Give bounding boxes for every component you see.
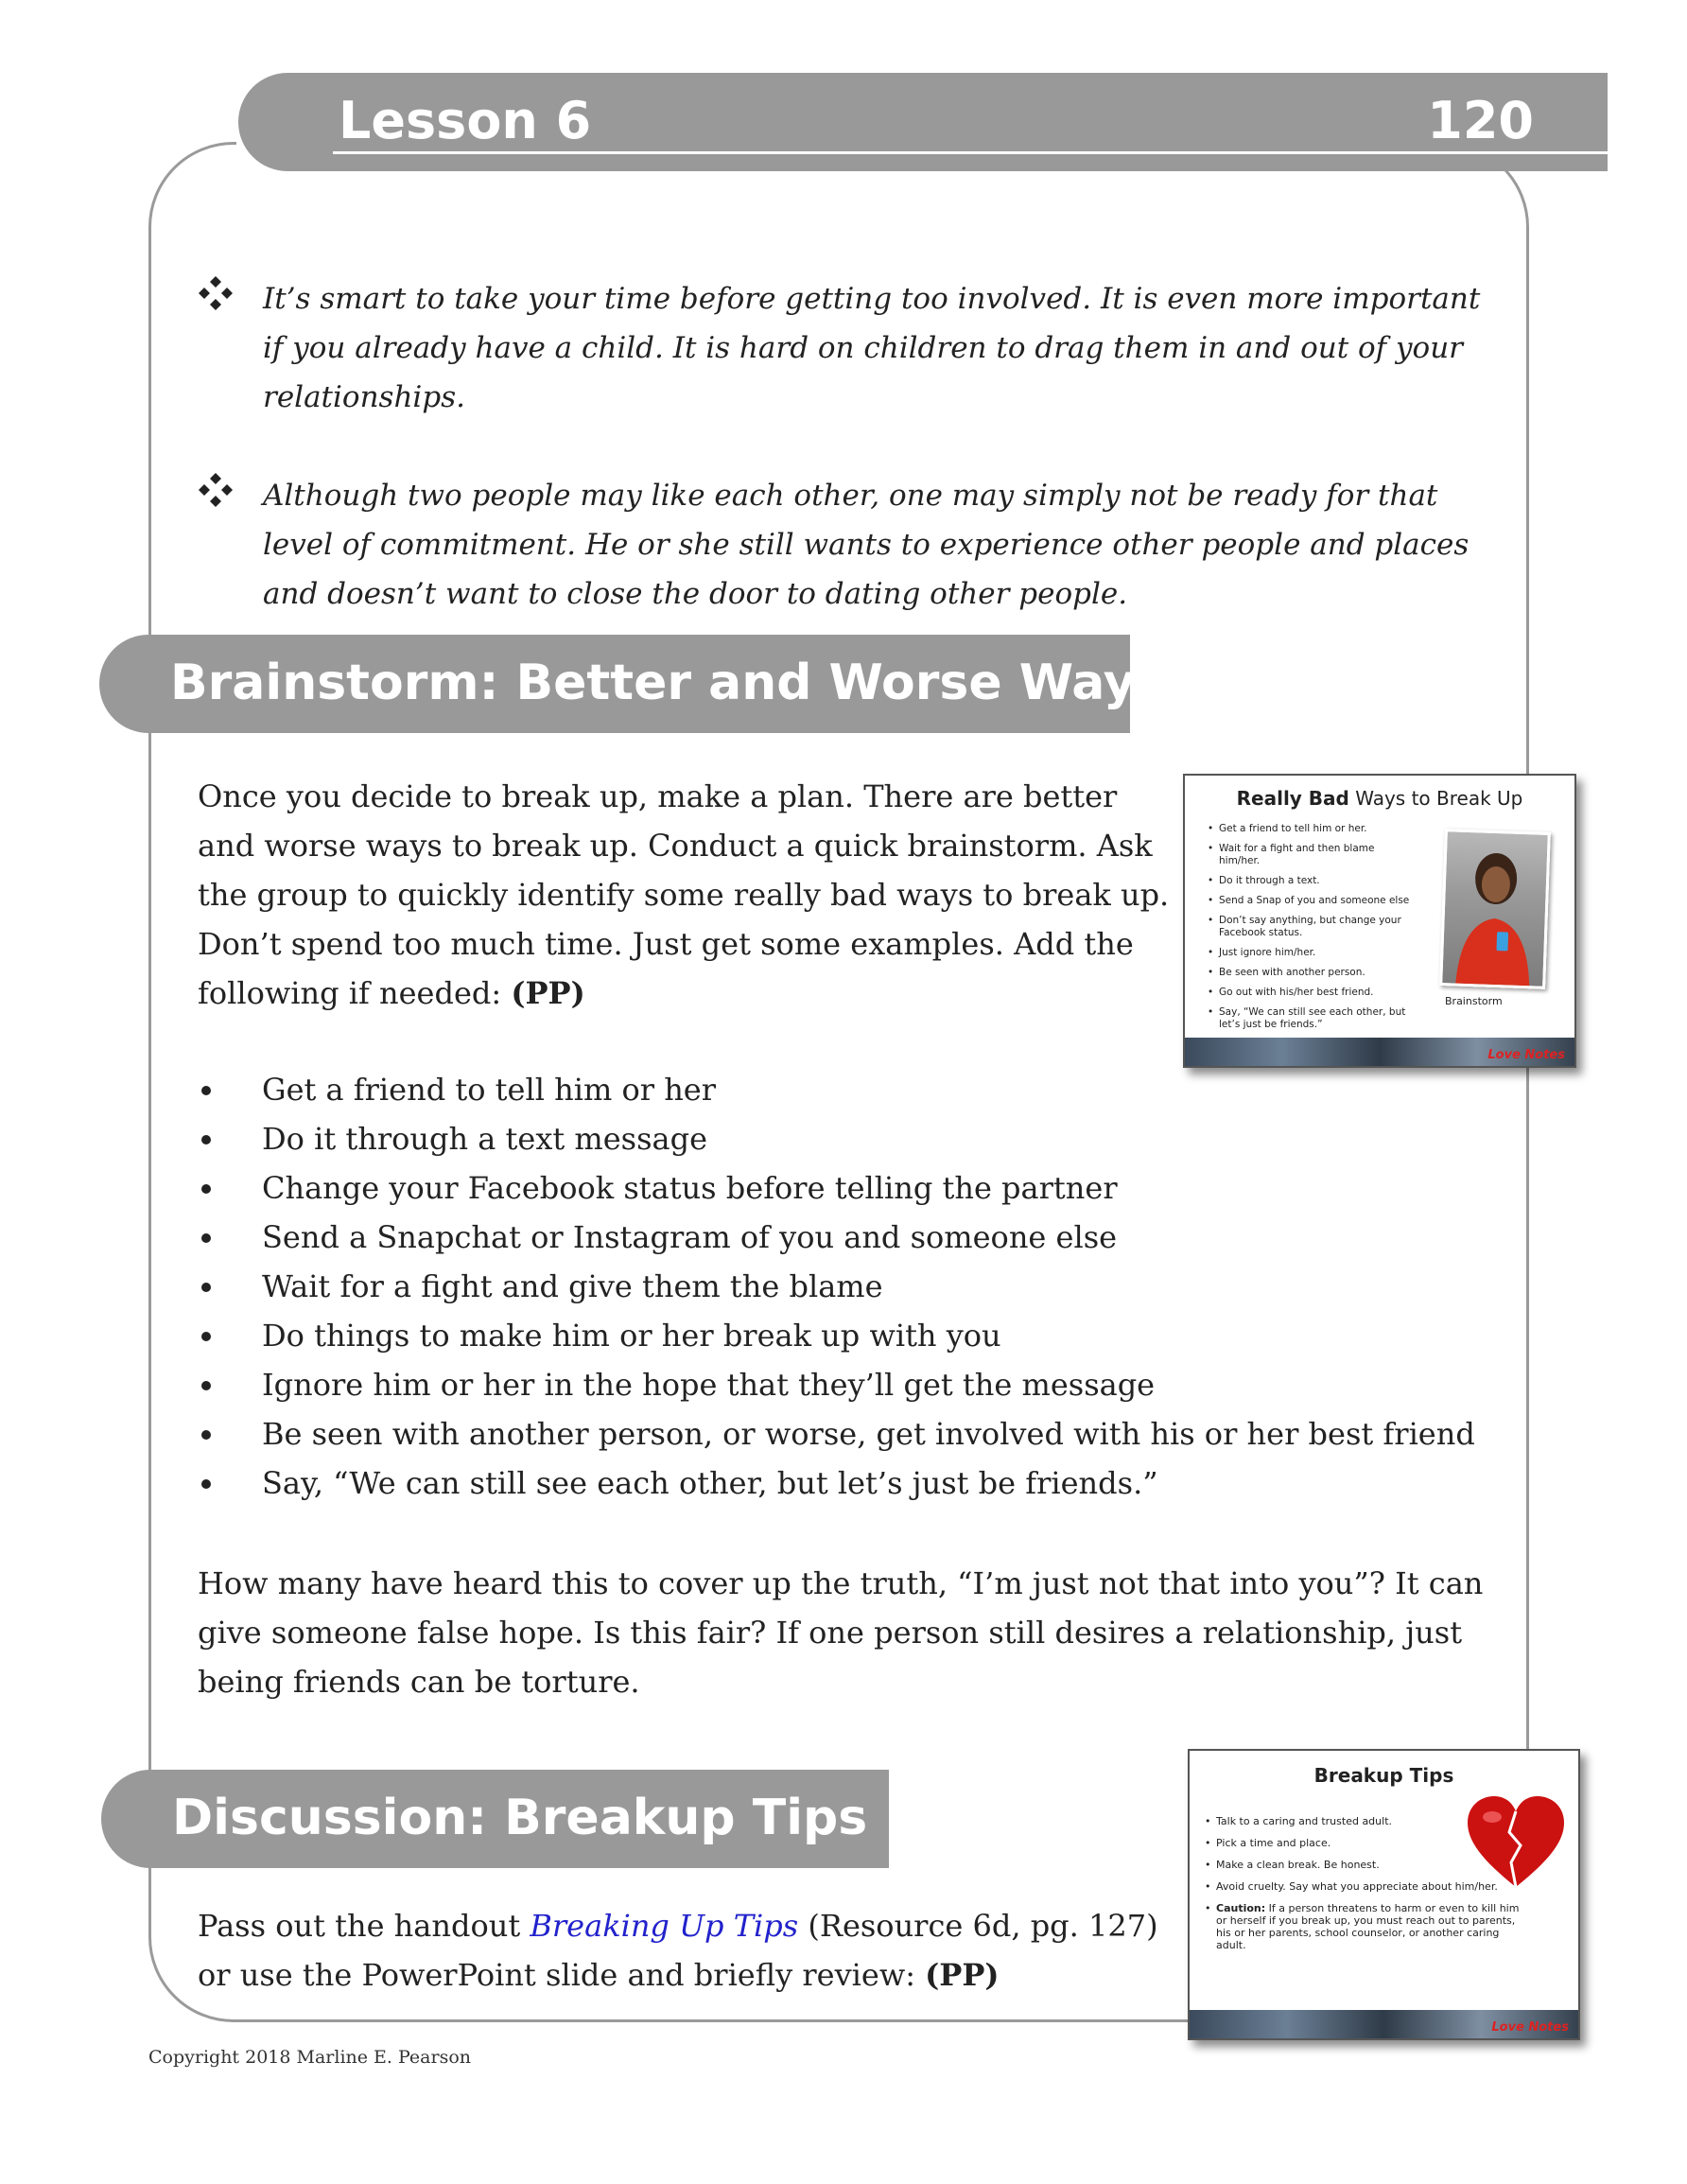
slide-caption: Brainstorm	[1445, 995, 1503, 1007]
slide-list-item: • Say, “We can still see each other, but let’s just be friends.”	[1204, 1006, 1417, 1031]
list-item	[198, 1065, 1522, 1114]
slide-title: Breakup Tips	[1313, 1764, 1454, 1787]
love-notes-logo: Love Notes	[1487, 1048, 1565, 1062]
slide-list-item: • Get a friend to tell him or her.	[1204, 823, 1417, 835]
bullet-dot	[201, 1479, 211, 1489]
slide-list-item: • Talk to a caring and trusted adult.	[1201, 1815, 1522, 1827]
list-item-text: Be seen with another person, or worse, get involved with his or her best friend	[262, 1416, 1475, 1452]
lesson-title: Lesson 6	[339, 91, 592, 150]
broken-heart-icon	[1464, 1792, 1568, 1896]
slide-list-item: • Be seen with another person.	[1204, 967, 1417, 979]
slide-list-item: • Avoid cruelty. Say what you appreciate about him/her.	[1201, 1880, 1522, 1893]
bullet-dot	[201, 1086, 211, 1095]
person-icon	[1442, 831, 1548, 987]
list-item-text: Ignore him or her in the hope that they’ll get the message	[262, 1367, 1156, 1403]
slide-list-item: • Don’t say anything, but change your Facebook status.	[1204, 915, 1417, 939]
intro-bullet-text: Although two people may like each other, one may simply not be ready for that level of commitment. He or she still wants to experience other people and places and doesn’t want to close the door to dating other people.	[263, 479, 1470, 611]
pp-marker: (PP)	[511, 975, 585, 1011]
handout-instructions	[198, 1901, 1191, 2000]
list-item	[198, 1213, 1522, 1262]
list-item-text: Get a friend to tell him or her	[262, 1072, 717, 1108]
caution-text: If a person threatens to harm or even to kill him or herself if you break up, you must reach out to parents, his or her parents, school counselor, or another caring adult.	[1216, 1902, 1520, 1951]
diamond-bullet-icon	[199, 276, 233, 310]
intro-bullet-text: It’s smart to take your time before getting too involved. It is even more important if you already have a child. It is hard on children to drag them in and out of your relationships.	[263, 282, 1481, 414]
list-item-text: Do it through a text message	[262, 1121, 708, 1157]
list-item-text: Do things to make him or her break up with you	[262, 1318, 1001, 1354]
bullet-dot	[201, 1332, 211, 1341]
page-number: 120	[1427, 91, 1534, 150]
bullet-dot	[201, 1381, 211, 1390]
brainstorm-closing: How many have heard this to cover up the truth, “I’m just not that into you”? It can give someone false hope. Is this fair? If one person still desires a relationship, just being friends can be torture.	[198, 1565, 1484, 1700]
bullet-dot	[201, 1233, 211, 1243]
handout-text-before: Pass out the handout	[198, 1908, 530, 1944]
photo-girl-with-phone	[1439, 829, 1551, 989]
intro-bullets	[199, 274, 1504, 668]
list-item-text: Say, “We can still see each other, but let’s just be friends.”	[262, 1465, 1158, 1501]
love-notes-logo: Love Notes	[1491, 2020, 1569, 2035]
bullet-dot	[201, 1184, 211, 1194]
slide-list-item: • Go out with his/her best friend.	[1204, 987, 1417, 999]
list-item	[198, 1311, 1522, 1360]
copyright: Copyright 2018 Marline E. Pearson	[148, 2047, 471, 2068]
brainstorm-intro	[198, 772, 1181, 1018]
list-item	[198, 1114, 1522, 1163]
breaking-up-tips-link[interactable]: Breaking Up Tips	[530, 1908, 799, 1944]
slide-list-item: • Wait for a fight and then blame him/her.	[1204, 843, 1417, 867]
pp-marker: (PP)	[925, 1957, 1000, 1993]
list-item-text: Send a Snapchat or Instagram of you and someone else	[262, 1219, 1118, 1255]
section-heading-discussion: Discussion: Breakup Tips	[172, 1790, 868, 1846]
list-item	[198, 1459, 1522, 1508]
list-item	[198, 1163, 1522, 1213]
bad-ways-list	[198, 1065, 1522, 1508]
list-item	[198, 1262, 1522, 1311]
bullet-dot	[201, 1135, 211, 1144]
slide-list-item: • Just ignore him/her.	[1204, 947, 1417, 959]
header-rule	[333, 151, 1608, 154]
slide-title	[1185, 787, 1574, 810]
slide-list-item: • Send a Snap of you and someone else	[1204, 895, 1417, 907]
bullet-dot	[201, 1283, 211, 1292]
list-item	[198, 1360, 1522, 1409]
slide-really-bad-ways	[1183, 774, 1576, 1068]
brainstorm-intro-text: Once you decide to break up, make a plan. There are better and worse ways to break up. Conduct a quick brainstorm. Ask the group to quickly identify some really bad ways to break up. Don’t spend too much time. Just get some examples. Add the following if needed:	[198, 778, 1170, 1011]
slide-list-item	[1201, 1902, 1522, 1951]
slide-list-item: • Make a clean break. Be honest.	[1201, 1859, 1522, 1871]
diamond-bullet-icon	[199, 473, 233, 507]
slide-list	[1204, 823, 1417, 1039]
slide-title-rest: Ways to Break Up	[1348, 787, 1523, 810]
list-item	[198, 1409, 1522, 1459]
slide-title-bold: Really Bad	[1236, 787, 1349, 810]
section-heading-brainstorm: Brainstorm: Better and Worse Ways	[170, 655, 1165, 711]
bullet-dot	[201, 1430, 211, 1440]
slide-list-item: • Pick a time and place.	[1201, 1837, 1522, 1849]
handout-text-after: (Resource 6d, pg. 127) or use the PowerPoint slide and briefly review:	[198, 1908, 1158, 1993]
slide-list-item: • Do it through a text.	[1204, 875, 1417, 887]
intro-bullet	[199, 274, 1504, 422]
slide-breakup-tips	[1188, 1749, 1580, 2040]
intro-bullet	[199, 471, 1504, 619]
list-item-text: Change your Facebook status before telling the partner	[262, 1170, 1118, 1206]
caution-label: Caution:	[1216, 1902, 1266, 1914]
list-item-text: Wait for a fight and give them the blame	[262, 1268, 883, 1304]
